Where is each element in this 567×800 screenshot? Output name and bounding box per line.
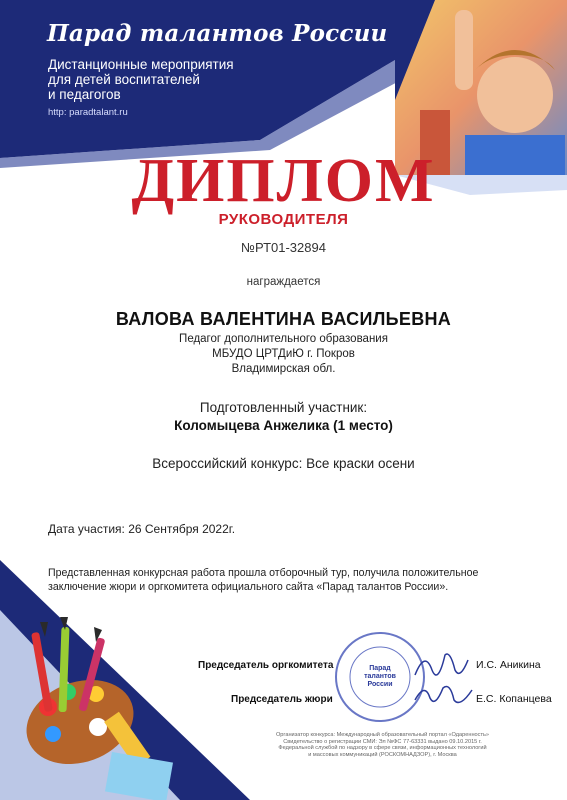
participant-name: Коломыцева Анжелика (1 место) — [174, 418, 393, 433]
chair-jury-name: Е.С. Копанцева — [476, 693, 552, 705]
site-url: http: paradtalant.ru — [48, 107, 128, 118]
diploma-subtitle: РУКОВОДИТЕЛЯ — [218, 211, 349, 228]
brand-logo: Парад талантов России — [47, 20, 388, 47]
chair-org-name: И.С. Аникина — [476, 659, 541, 671]
tagline-line: для детей воспитателей — [48, 72, 200, 87]
diploma-title: ДИПЛОМ — [131, 147, 436, 215]
recipient-region: Владимирская обл. — [231, 363, 336, 375]
diploma-number: №РТ01-32894 — [241, 240, 326, 255]
signature-org — [410, 645, 470, 685]
contest-name: Всероссийский конкурс: Все краски осени — [152, 456, 415, 471]
chair-org-label: Председатель оргкомитета — [198, 660, 334, 671]
signature-jury — [410, 680, 475, 710]
recipient-position: Педагог дополнительного образования — [179, 333, 388, 345]
organizer-info: Организатор конкурса: Международный образовательный портал «Одаренность» Свидетельство о регистрации СМИ: Эл №ФС 77-63331 выдано 09.10.2015 г. Федеральной службой по надзору в сфере связи, информационных технологий и массовых коммуникаций (РОСКОМНАДЗОР), г. Москва — [275, 732, 490, 758]
tagline — [48, 57, 258, 102]
recipient-organization: МБУДО ЦРТДиЮ г. Покров — [212, 348, 355, 360]
chair-jury-label: Председатель жюри — [231, 694, 333, 705]
awarded-label: награждается — [246, 276, 321, 288]
participation-date: Дата участия: 26 Сентября 2022г. — [48, 522, 236, 536]
palette-icon — [18, 612, 178, 800]
recipient-name: ВАЛОВА ВАЛЕНТИНА ВАСИЛЬЕВНА — [115, 309, 452, 329]
stamp-label: Парад талантов России — [364, 665, 396, 688]
tagline-line: и педагогов — [48, 87, 121, 102]
prepared-label: Подготовленный участник: — [199, 400, 368, 415]
tagline-line: Дистанционные мероприятия — [48, 57, 234, 72]
jury-note: Представленная конкурсная работа прошла отборочный тур, получила положительное заключение жюри и оргкомитета официального сайта «Парад талантов России». — [48, 567, 479, 593]
